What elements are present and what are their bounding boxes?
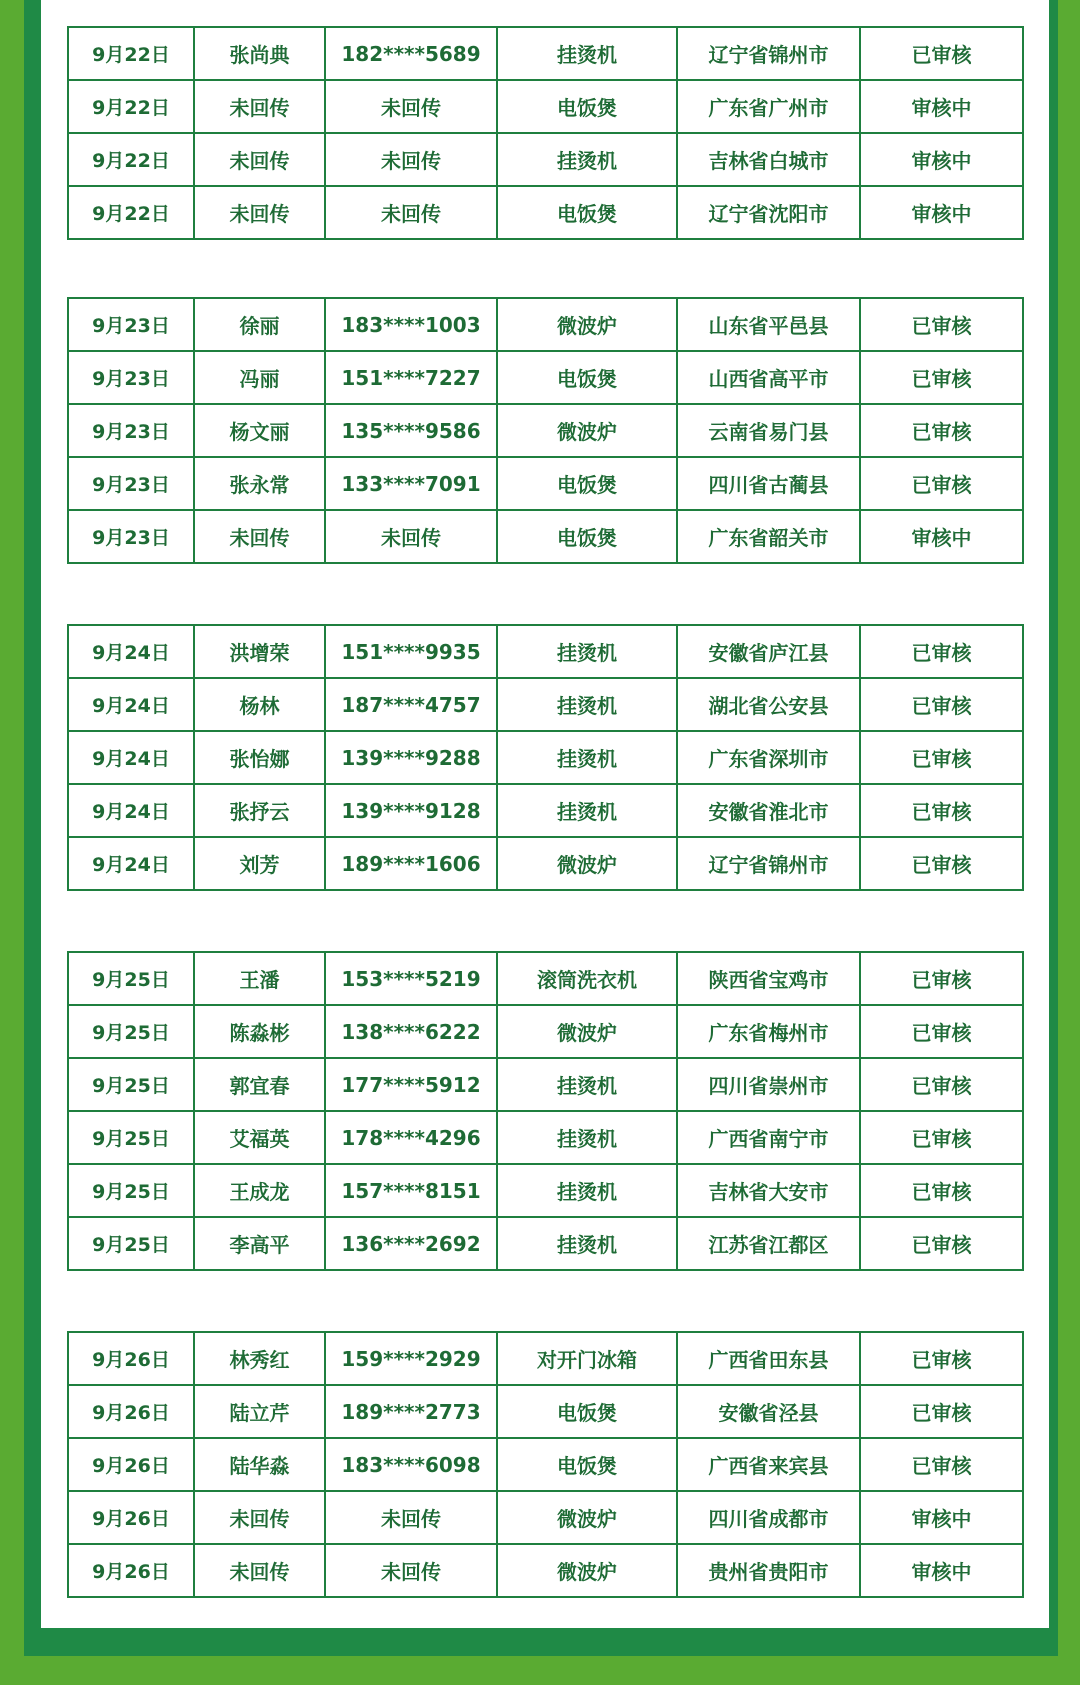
cell-region: 山东省平邑县 bbox=[677, 298, 860, 351]
cell-phone: 178****4296 bbox=[325, 1111, 497, 1164]
cell-product: 电饭煲 bbox=[497, 1385, 677, 1438]
cell-region: 安徽省淮北市 bbox=[677, 784, 860, 837]
cell-name: 刘芳 bbox=[194, 837, 325, 890]
cell-status: 已审核 bbox=[860, 1005, 1023, 1058]
table-row bbox=[68, 1058, 1023, 1111]
cell-date: 9月25日 bbox=[68, 1058, 194, 1111]
cell-product: 对开门冰箱 bbox=[497, 1332, 677, 1385]
cell-region: 广东省深圳市 bbox=[677, 731, 860, 784]
cell-phone: 139****9288 bbox=[325, 731, 497, 784]
cell-status: 已审核 bbox=[860, 27, 1023, 80]
record-group-table bbox=[67, 1331, 1024, 1598]
cell-phone: 未回传 bbox=[325, 1544, 497, 1597]
cell-date: 9月26日 bbox=[68, 1385, 194, 1438]
cell-phone: 177****5912 bbox=[325, 1058, 497, 1111]
cell-phone: 151****7227 bbox=[325, 351, 497, 404]
cell-phone: 139****9128 bbox=[325, 784, 497, 837]
cell-date: 9月24日 bbox=[68, 678, 194, 731]
record-group-table bbox=[67, 26, 1024, 240]
table-row bbox=[68, 784, 1023, 837]
cell-name: 陆立芹 bbox=[194, 1385, 325, 1438]
cell-date: 9月23日 bbox=[68, 298, 194, 351]
table-row bbox=[68, 80, 1023, 133]
cell-phone: 159****2929 bbox=[325, 1332, 497, 1385]
table-row bbox=[68, 731, 1023, 784]
cell-name: 林秀红 bbox=[194, 1332, 325, 1385]
table-row bbox=[68, 1164, 1023, 1217]
cell-date: 9月26日 bbox=[68, 1544, 194, 1597]
cell-region: 广西省田东县 bbox=[677, 1332, 860, 1385]
cell-region: 四川省崇州市 bbox=[677, 1058, 860, 1111]
cell-phone: 未回传 bbox=[325, 133, 497, 186]
cell-date: 9月22日 bbox=[68, 27, 194, 80]
cell-name: 未回传 bbox=[194, 1491, 325, 1544]
cell-region: 四川省古蔺县 bbox=[677, 457, 860, 510]
record-group-table bbox=[67, 951, 1024, 1271]
cell-phone: 未回传 bbox=[325, 186, 497, 239]
cell-date: 9月24日 bbox=[68, 837, 194, 890]
table-row bbox=[68, 27, 1023, 80]
cell-phone: 138****6222 bbox=[325, 1005, 497, 1058]
cell-status: 审核中 bbox=[860, 186, 1023, 239]
table-row bbox=[68, 625, 1023, 678]
cell-status: 审核中 bbox=[860, 133, 1023, 186]
cell-date: 9月25日 bbox=[68, 1111, 194, 1164]
cell-phone: 183****6098 bbox=[325, 1438, 497, 1491]
cell-phone: 未回传 bbox=[325, 1491, 497, 1544]
cell-product: 挂烫机 bbox=[497, 1164, 677, 1217]
cell-name: 未回传 bbox=[194, 510, 325, 563]
cell-region: 云南省易门县 bbox=[677, 404, 860, 457]
cell-status: 已审核 bbox=[860, 625, 1023, 678]
cell-status: 已审核 bbox=[860, 404, 1023, 457]
cell-date: 9月26日 bbox=[68, 1332, 194, 1385]
cell-phone: 135****9586 bbox=[325, 404, 497, 457]
cell-product: 电饭煲 bbox=[497, 510, 677, 563]
cell-name: 张抒云 bbox=[194, 784, 325, 837]
cell-product: 微波炉 bbox=[497, 1544, 677, 1597]
table-row bbox=[68, 404, 1023, 457]
cell-date: 9月22日 bbox=[68, 186, 194, 239]
cell-status: 已审核 bbox=[860, 837, 1023, 890]
cell-phone: 133****7091 bbox=[325, 457, 497, 510]
cell-phone: 187****4757 bbox=[325, 678, 497, 731]
cell-region: 陕西省宝鸡市 bbox=[677, 952, 860, 1005]
table-row bbox=[68, 1491, 1023, 1544]
cell-product: 挂烫机 bbox=[497, 784, 677, 837]
cell-product: 电饭煲 bbox=[497, 351, 677, 404]
cell-phone: 未回传 bbox=[325, 80, 497, 133]
table-row bbox=[68, 1438, 1023, 1491]
cell-region: 湖北省公安县 bbox=[677, 678, 860, 731]
cell-name: 王成龙 bbox=[194, 1164, 325, 1217]
cell-product: 挂烫机 bbox=[497, 133, 677, 186]
cell-status: 已审核 bbox=[860, 952, 1023, 1005]
cell-status: 已审核 bbox=[860, 678, 1023, 731]
cell-region: 广西省南宁市 bbox=[677, 1111, 860, 1164]
cell-name: 李高平 bbox=[194, 1217, 325, 1270]
cell-status: 已审核 bbox=[860, 1438, 1023, 1491]
cell-region: 辽宁省锦州市 bbox=[677, 27, 860, 80]
cell-name: 杨文丽 bbox=[194, 404, 325, 457]
cell-product: 滚筒洗衣机 bbox=[497, 952, 677, 1005]
cell-status: 审核中 bbox=[860, 510, 1023, 563]
cell-phone: 182****5689 bbox=[325, 27, 497, 80]
cell-region: 山西省高平市 bbox=[677, 351, 860, 404]
cell-date: 9月25日 bbox=[68, 1217, 194, 1270]
cell-product: 电饭煲 bbox=[497, 80, 677, 133]
record-group-table bbox=[67, 624, 1024, 891]
cell-phone: 189****2773 bbox=[325, 1385, 497, 1438]
table-row bbox=[68, 1544, 1023, 1597]
cell-date: 9月23日 bbox=[68, 510, 194, 563]
cell-phone: 未回传 bbox=[325, 510, 497, 563]
cell-date: 9月23日 bbox=[68, 404, 194, 457]
cell-status: 已审核 bbox=[860, 1332, 1023, 1385]
cell-date: 9月26日 bbox=[68, 1438, 194, 1491]
cell-product: 微波炉 bbox=[497, 298, 677, 351]
cell-name: 张怡娜 bbox=[194, 731, 325, 784]
cell-name: 未回传 bbox=[194, 80, 325, 133]
cell-name: 杨林 bbox=[194, 678, 325, 731]
cell-product: 挂烫机 bbox=[497, 731, 677, 784]
cell-region: 贵州省贵阳市 bbox=[677, 1544, 860, 1597]
cell-date: 9月25日 bbox=[68, 952, 194, 1005]
table-row bbox=[68, 186, 1023, 239]
table-row bbox=[68, 510, 1023, 563]
cell-name: 陆华淼 bbox=[194, 1438, 325, 1491]
cell-date: 9月23日 bbox=[68, 457, 194, 510]
cell-name: 未回传 bbox=[194, 1544, 325, 1597]
table-row bbox=[68, 133, 1023, 186]
cell-name: 未回传 bbox=[194, 186, 325, 239]
cell-status: 已审核 bbox=[860, 298, 1023, 351]
cell-date: 9月26日 bbox=[68, 1491, 194, 1544]
cell-status: 审核中 bbox=[860, 1544, 1023, 1597]
cell-product: 电饭煲 bbox=[497, 186, 677, 239]
cell-phone: 183****1003 bbox=[325, 298, 497, 351]
cell-name: 徐丽 bbox=[194, 298, 325, 351]
cell-status: 已审核 bbox=[860, 1217, 1023, 1270]
cell-region: 安徽省泾县 bbox=[677, 1385, 860, 1438]
cell-phone: 189****1606 bbox=[325, 837, 497, 890]
table-row bbox=[68, 457, 1023, 510]
cell-name: 王潘 bbox=[194, 952, 325, 1005]
cell-status: 已审核 bbox=[860, 1111, 1023, 1164]
cell-status: 已审核 bbox=[860, 351, 1023, 404]
cell-date: 9月24日 bbox=[68, 625, 194, 678]
cell-region: 吉林省白城市 bbox=[677, 133, 860, 186]
cell-date: 9月23日 bbox=[68, 351, 194, 404]
cell-product: 挂烫机 bbox=[497, 1111, 677, 1164]
cell-date: 9月22日 bbox=[68, 133, 194, 186]
cell-region: 辽宁省沈阳市 bbox=[677, 186, 860, 239]
cell-region: 吉林省大安市 bbox=[677, 1164, 860, 1217]
cell-region: 广东省广州市 bbox=[677, 80, 860, 133]
cell-name: 陈淼彬 bbox=[194, 1005, 325, 1058]
cell-name: 郭宜春 bbox=[194, 1058, 325, 1111]
table-row bbox=[68, 298, 1023, 351]
cell-product: 电饭煲 bbox=[497, 1438, 677, 1491]
cell-phone: 153****5219 bbox=[325, 952, 497, 1005]
cell-product: 电饭煲 bbox=[497, 457, 677, 510]
cell-product: 挂烫机 bbox=[497, 1217, 677, 1270]
cell-product: 挂烫机 bbox=[497, 1058, 677, 1111]
cell-date: 9月25日 bbox=[68, 1164, 194, 1217]
record-group-table bbox=[67, 297, 1024, 564]
table-row bbox=[68, 1332, 1023, 1385]
cell-status: 已审核 bbox=[860, 731, 1023, 784]
cell-region: 广东省韶关市 bbox=[677, 510, 860, 563]
cell-product: 挂烫机 bbox=[497, 678, 677, 731]
cell-region: 辽宁省锦州市 bbox=[677, 837, 860, 890]
cell-status: 审核中 bbox=[860, 1491, 1023, 1544]
cell-name: 未回传 bbox=[194, 133, 325, 186]
cell-status: 已审核 bbox=[860, 1058, 1023, 1111]
cell-product: 微波炉 bbox=[497, 1491, 677, 1544]
cell-status: 已审核 bbox=[860, 784, 1023, 837]
cell-date: 9月22日 bbox=[68, 80, 194, 133]
cell-region: 安徽省庐江县 bbox=[677, 625, 860, 678]
cell-region: 四川省成都市 bbox=[677, 1491, 860, 1544]
table-row bbox=[68, 1111, 1023, 1164]
table-row bbox=[68, 678, 1023, 731]
cell-product: 挂烫机 bbox=[497, 27, 677, 80]
cell-date: 9月25日 bbox=[68, 1005, 194, 1058]
cell-product: 微波炉 bbox=[497, 404, 677, 457]
table-row bbox=[68, 837, 1023, 890]
cell-status: 审核中 bbox=[860, 80, 1023, 133]
cell-region: 广西省来宾县 bbox=[677, 1438, 860, 1491]
cell-region: 广东省梅州市 bbox=[677, 1005, 860, 1058]
cell-name: 张永常 bbox=[194, 457, 325, 510]
cell-phone: 136****2692 bbox=[325, 1217, 497, 1270]
cell-phone: 151****9935 bbox=[325, 625, 497, 678]
cell-date: 9月24日 bbox=[68, 731, 194, 784]
cell-status: 已审核 bbox=[860, 457, 1023, 510]
cell-status: 已审核 bbox=[860, 1385, 1023, 1438]
table-row bbox=[68, 952, 1023, 1005]
table-row bbox=[68, 1005, 1023, 1058]
table-row bbox=[68, 351, 1023, 404]
cell-date: 9月24日 bbox=[68, 784, 194, 837]
cell-name: 艾福英 bbox=[194, 1111, 325, 1164]
cell-product: 微波炉 bbox=[497, 837, 677, 890]
cell-name: 冯丽 bbox=[194, 351, 325, 404]
cell-name: 洪增荣 bbox=[194, 625, 325, 678]
cell-status: 已审核 bbox=[860, 1164, 1023, 1217]
cell-name: 张尚典 bbox=[194, 27, 325, 80]
table-row bbox=[68, 1217, 1023, 1270]
cell-product: 挂烫机 bbox=[497, 625, 677, 678]
cell-product: 微波炉 bbox=[497, 1005, 677, 1058]
cell-phone: 157****8151 bbox=[325, 1164, 497, 1217]
table-row bbox=[68, 1385, 1023, 1438]
cell-region: 江苏省江都区 bbox=[677, 1217, 860, 1270]
